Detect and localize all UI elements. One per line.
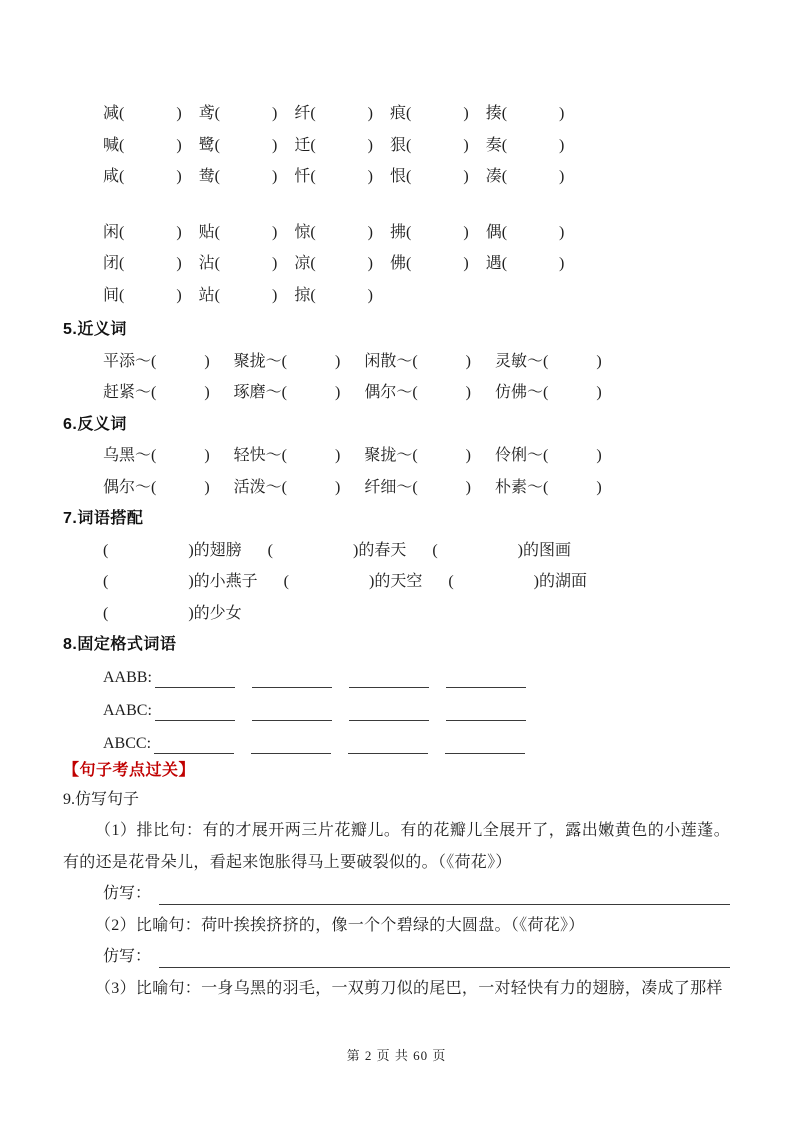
fill-item: 闲( ) [103,223,182,241]
blank-line [154,753,234,754]
blank-line [155,687,235,688]
fill-item: 佛( ) [390,255,469,272]
fill-item: 咸( ) [103,168,182,185]
antonym-item: 偶尔～( ) [103,478,210,496]
fill-item: 奏( ) [485,136,565,154]
section-title-synonyms: 5.近义词 [63,321,127,338]
copy-row [63,878,730,910]
fill-item: 鸯( ) [198,168,278,185]
section-synonyms [63,314,730,409]
page-footer: 第 2 页 共 60 页 [346,1048,447,1063]
synonym-item: 偶尔～( ) [364,384,472,401]
collocation-item: ( )的翅膀 [103,541,242,559]
fill-row [63,98,730,130]
fill-row [63,161,730,193]
fixed-format-row [63,694,730,727]
fill-item: 鹭( ) [198,136,278,154]
blank-line [446,720,526,721]
synonym-row [63,346,730,378]
section-word-fill-1 [63,98,730,193]
fill-row [63,280,730,312]
fill-item: 恨( ) [390,168,469,185]
collocation-row [63,566,730,598]
fill-row [63,248,730,280]
fill-item: 惊( ) [294,223,374,241]
copy-label: 仿写： [103,885,152,902]
synonym-item: 赶紧～( ) [103,384,210,401]
blank-line [349,720,429,721]
fill-item: 凉( ) [294,255,374,272]
fill-item: 凑( ) [485,168,565,185]
section-word-fill-2 [63,217,730,312]
collocation-row [63,598,730,630]
antonym-item: 活泼～( ) [233,478,341,496]
synonym-item: 仿佛～( ) [495,384,602,401]
synonym-item: 平添～( ) [103,352,210,370]
answer-line [159,967,730,968]
fixed-format-row [63,661,730,694]
antonym-item: 聚拢～( ) [364,447,472,464]
synonym-row [63,377,730,409]
fill-item: 鸢( ) [198,105,278,122]
example-sentence-1: （1）排比句：有的才展开两三片花瓣儿。有的花瓣儿全展开了，露出嫩黄色的小莲蓬。有的还是花骨朵儿，看起来饱胀得马上要破裂似的。（《荷花》） [63,822,730,871]
fill-item: 站( ) [198,286,278,304]
fill-item: 沾( ) [198,255,278,272]
collocation-item: ( )的图画 [432,541,572,559]
section-title-fixed-format: 8.固定格式词语 [63,636,177,653]
antonym-row [63,440,730,472]
section-title-mimic-sentences: 9.仿写句子 [63,790,140,808]
copy-row [63,941,730,973]
antonym-row [63,472,730,504]
blank-line [445,753,525,754]
antonym-item: 乌黑～( ) [103,447,210,464]
section-sentences [63,758,730,1005]
fill-item: 痕( ) [390,105,469,122]
fill-item: 遇( ) [485,255,565,272]
synonym-item: 灵敏～( ) [495,352,602,370]
fill-row [63,130,730,162]
fill-item: 掠( ) [294,286,374,304]
answer-line [159,904,730,905]
pattern-label: AABB: [103,668,152,686]
pattern-label: AABC: [103,701,152,719]
blank-line [252,720,332,721]
fixed-format-row [63,727,730,760]
fill-row [63,217,730,249]
blank-line [349,687,429,688]
blank-line [446,687,526,688]
antonym-item: 朴素～( ) [495,478,602,496]
copy-label: 仿写： [103,948,152,965]
section-antonyms [63,409,730,504]
section-title-collocations: 7.词语搭配 [63,510,144,527]
group-spacer [63,193,730,217]
fill-item: 纤( ) [294,105,374,122]
section-collocations [63,503,730,629]
example-sentence-3: （3）比喻句：一身乌黑的羽毛，一双剪刀似的尾巴，一对轻快有力的翅膀，凑成了那样 [95,979,723,997]
fill-item: 间( ) [103,286,182,304]
antonym-item: 轻快～( ) [233,447,341,464]
blank-line [348,753,428,754]
collocation-item: ( )的小燕子 [103,573,258,590]
blank-line [252,687,332,688]
fill-item: 偶( ) [485,223,565,241]
antonym-item: 纤细～( ) [364,478,472,496]
antonym-item: 伶俐～( ) [495,447,602,464]
collocation-item: ( )的春天 [267,541,407,559]
section-title-antonyms: 6.反义词 [63,415,127,433]
fill-item: 拂( ) [390,223,469,241]
synonym-item: 闲散～( ) [364,352,472,370]
fill-item: 减( ) [103,105,182,122]
fill-item: 闭( ) [103,255,182,272]
sentence-section-heading: 【句子考点过关】 [63,761,196,779]
fill-item: 贴( ) [198,223,278,241]
collocation-item: ( )的少女 [103,604,242,622]
pattern-label: ABCC: [103,734,152,752]
collocation-row [63,535,730,567]
synonym-item: 琢磨～( ) [233,384,341,401]
section-fixed-format [63,629,730,760]
blank-line [251,753,331,754]
fill-item: 迁( ) [294,136,374,154]
blank-line [155,720,235,721]
fill-item: 忏( ) [294,168,374,185]
collocation-item: ( )的湖面 [448,573,588,590]
fill-item: 揍( ) [485,105,565,122]
synonym-item: 聚拢～( ) [233,352,341,370]
fill-item: 喊( ) [103,136,182,154]
example-sentence-2: （2）比喻句：荷叶挨挨挤挤的，像一个个碧绿的大圆盘。（《荷花》） [95,916,585,934]
fill-item: 狠( ) [390,136,469,154]
collocation-item: ( )的天空 [283,573,423,590]
